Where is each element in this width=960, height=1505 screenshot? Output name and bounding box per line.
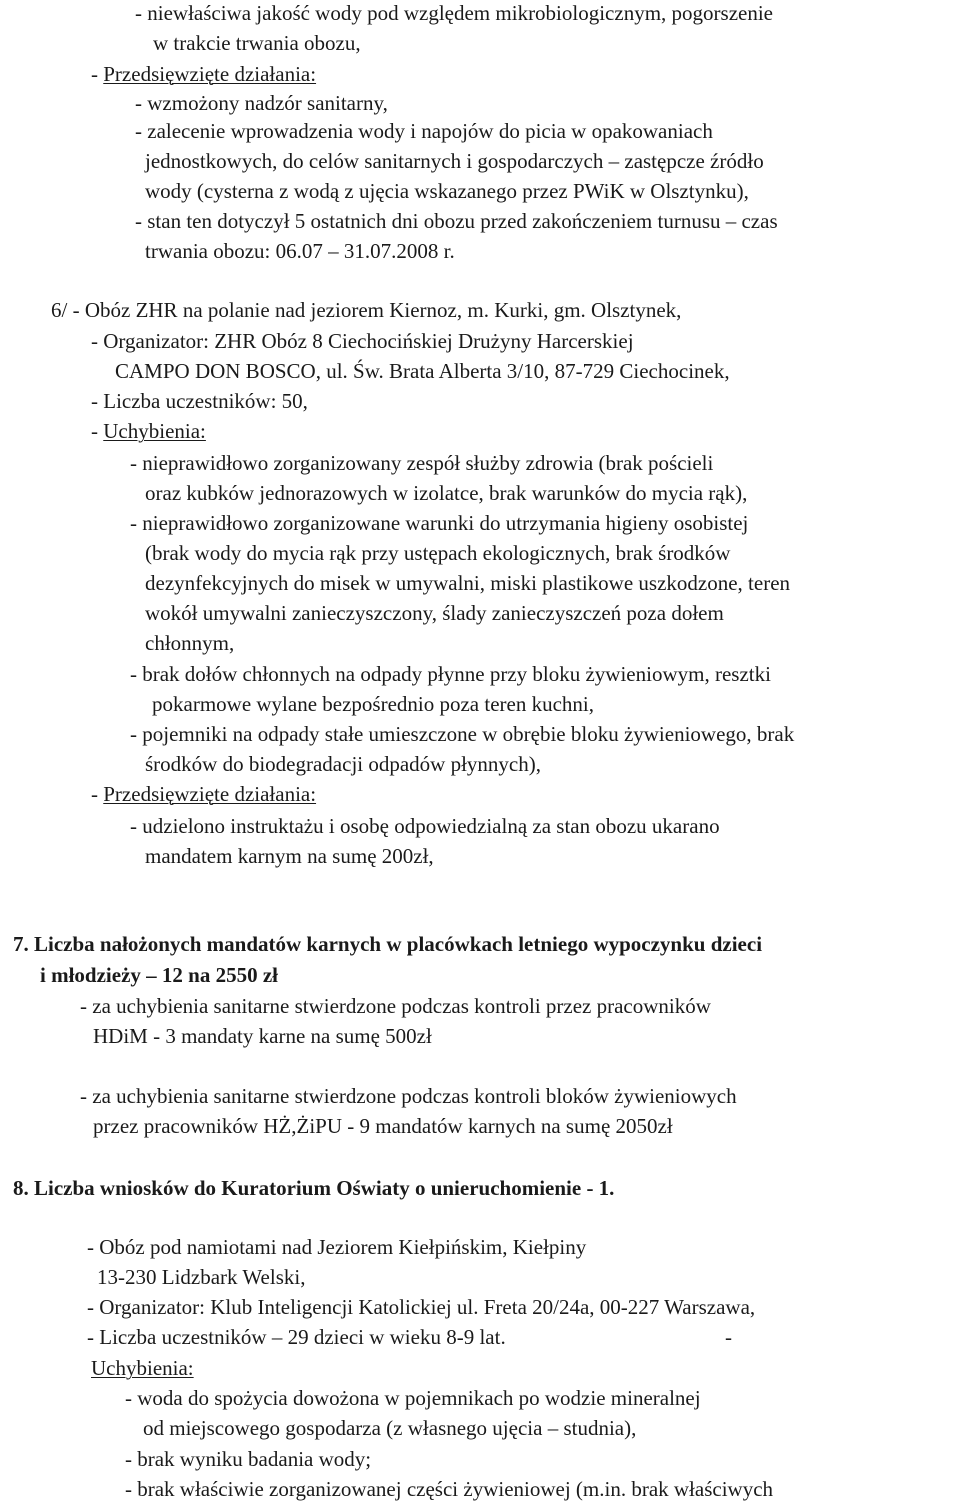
action-line: - zalecenie wprowadzenia wody i napojów do picia w opakowaniach [135,119,713,143]
camp6-action-line: - udzielono instruktażu i osobę odpowiedzialną za stan obozu ukarano [130,814,720,838]
issue-water-line-1: - niewłaściwa jakość wody pod względem mikrobiologicznym, pogorszenie [135,1,773,25]
section8-camp-line-1: - Obóz pod namiotami nad Jeziorem Kiełpińskim, Kiełpiny [87,1235,587,1259]
camp6-issue-line: oraz kubków jednorazowych w izolatce, brak warunków do mycia rąk), [145,481,748,505]
camp6-participants: - Liczba uczestników: 50, [91,389,308,413]
action-line: - wzmożony nadzór sanitarny, [135,91,388,115]
section7-heading-line-2: i młodzieży – 12 na 2550 zł [40,963,278,987]
camp6-issue-line: chłonnym, [145,631,235,655]
section8-issue-line: - woda do spożycia dowożona w pojemnikach po wodzie mineralnej [125,1386,701,1410]
section8-issue-line: - brak właściwie zorganizowanej części żywieniowej (m.in. brak właściwych [125,1477,774,1501]
section7-item-line: przez pracowników HŻ,ŻiPU - 9 mandatów karnych na sumę 2050zł [93,1114,673,1138]
section8-participants-dash: - [725,1325,732,1349]
camp6-organizer-line-1: - Organizator: ZHR Obóz 8 Ciechocińskiej Drużyny Harcerskiej [91,329,634,353]
action-line: trwania obozu: 06.07 – 31.07.2008 r. [145,239,455,263]
camp6-action-line: mandatem karnym na sumę 200zł, [145,844,434,868]
section8-camp-line-2: 13-230 Lidzbark Welski, [97,1265,306,1289]
camp6-issue-line: - nieprawidłowo zorganizowany zespół służby zdrowia (brak pościeli [130,451,714,475]
action-line: - stan ten dotyczył 5 ostatnich dni obozu przed zakończeniem turnusu – czas [135,209,778,233]
camp6-organizer-line-2: CAMPO DON BOSCO, ul. Św. Brata Alberta 3/10, 87-729 Ciechocinek, [115,359,730,383]
action-line: wody (cysterna z wodą z ujęcia wskazanego przez PWiK w Olsztynku), [145,179,749,203]
issues-prefix: - [91,419,104,443]
section8-heading: 8. Liczba wniosków do Kuratorium Oświaty o unieruchomienie - 1. [13,1176,615,1200]
camp6-issue-line: wokół umywalni zanieczyszczony, ślady zanieczyszczeń poza dołem [145,601,724,625]
section8-issue-line: - brak wyniku badania wody; [125,1447,372,1471]
section7-item-line: - za uchybienia sanitarne stwierdzone podczas kontroli przez pracowników [80,994,711,1018]
camp6-issues-heading [91,418,206,444]
issue-water-line-2: w trakcie trwania obozu, [153,31,361,55]
camp6-issue-line: - pojemniki na odpady stałe umieszczone w obrębie bloku żywieniowego, brak [130,722,795,746]
section8-participants: - Liczba uczestników – 29 dzieci w wieku 8-9 lat. [87,1325,506,1349]
action-line: jednostkowych, do celów sanitarnych i gospodarczych – zastępcze źródło [145,149,764,173]
camp6-issue-line: dezynfekcyjnych do misek w umywalni, miski plastikowe uszkodzone, teren [145,571,791,595]
camp6-issue-line: środków do biodegradacji odpadów płynnych), [145,752,541,776]
section8-issues-label: Uchybienia: [91,1356,194,1380]
actions-prefix: - [91,62,104,86]
camp6-actions-heading [91,781,316,807]
actions-label: Przedsięwzięte działania: [103,782,317,806]
actions-prefix: - [91,782,104,806]
camp6-issue-line: (brak wody do mycia rąk przy ustępach ekologicznych, brak środków [145,541,731,565]
actions-heading [91,61,316,87]
actions-label: Przedsięwzięte działania: [103,62,317,86]
section8-organizer: - Organizator: Klub Inteligencji Katolickiej ul. Freta 20/24a, 00-227 Warszawa, [87,1295,756,1319]
issues-label: Uchybienia: [103,419,206,443]
camp6-issue-line: - nieprawidłowo zorganizowane warunki do utrzymania higieny osobistej [130,511,749,535]
section7-item-line: HDiM - 3 mandaty karne na sumę 500zł [93,1024,432,1048]
camp6-issue-line: pokarmowe wylane bezpośrednio poza teren kuchni, [152,692,595,716]
section8-issue-line: od miejscowego gospodarza (z własnego ujęcia – studnia), [143,1416,637,1440]
section7-heading-line-1: 7. Liczba nałożonych mandatów karnych w placówkach letniego wypoczynku dzieci [13,932,763,956]
camp6-issue-line: - brak dołów chłonnych na odpady płynne przy bloku żywieniowym, resztki [130,662,771,686]
camp6-title: 6/ - Obóz ZHR na polanie nad jeziorem Kiernoz, m. Kurki, gm. Olsztynek, [51,298,682,322]
section7-item-line: - za uchybienia sanitarne stwierdzone podczas kontroli bloków żywieniowych [80,1084,737,1108]
